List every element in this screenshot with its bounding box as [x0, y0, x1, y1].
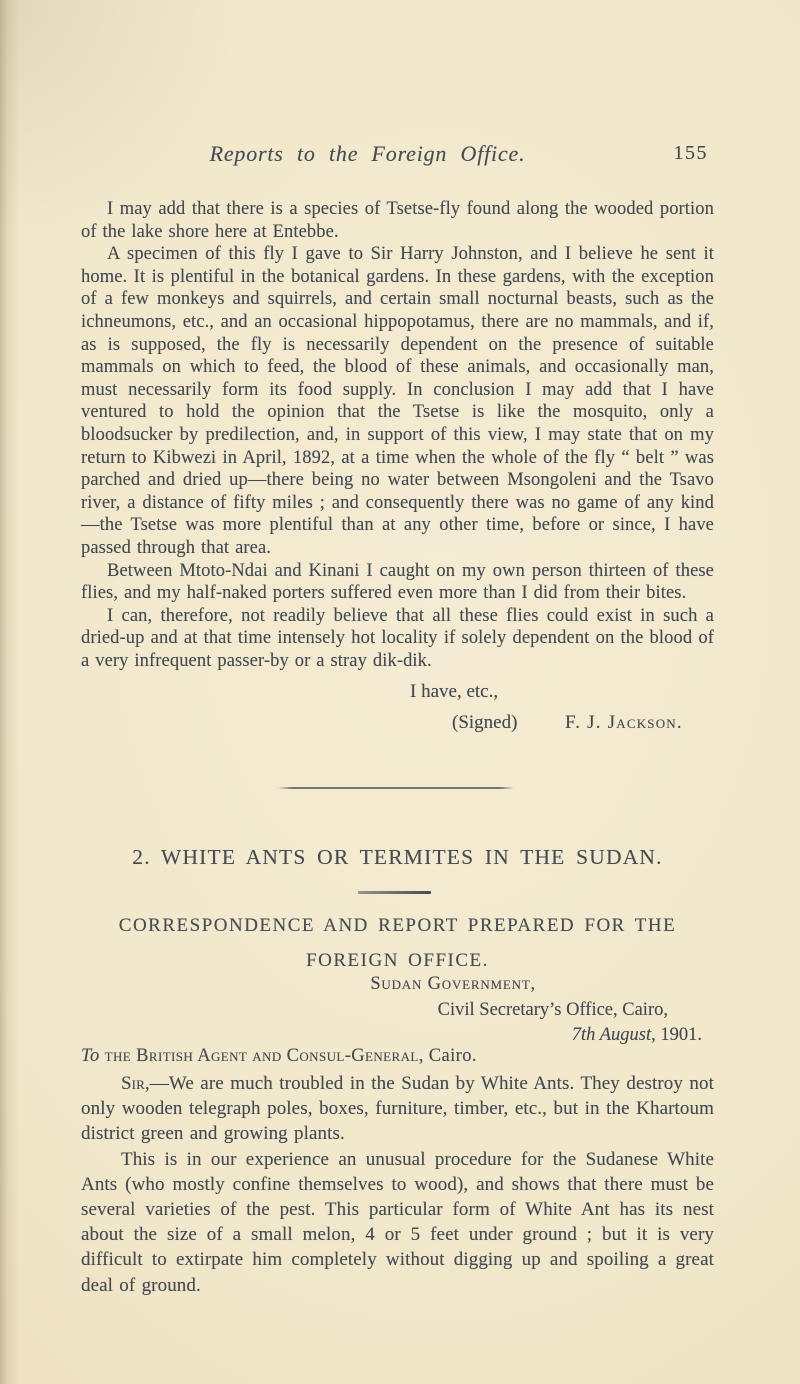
short-rule — [358, 891, 431, 894]
signature-name: F. J. Jackson. — [565, 712, 683, 733]
subtitle-line: FOREIGN OFFICE. — [306, 949, 489, 971]
paragraph-text: —We are much troubled in the Sudan by White Ants. They destroy not only wooden telegraph poles, boxes, furniture, timber, etc., but in the Khartoum district green and growing plants. — [81, 1073, 714, 1145]
running-head — [81, 141, 714, 171]
recipient-line — [81, 1046, 714, 1067]
letter-closing: I have, etc., — [410, 681, 499, 702]
paragraph — [81, 1071, 714, 1147]
paragraph: This is in our experience an unusual procedure for the Sudanese White Ants (who mostly confine themselves to wood), and shows that there must be several varieties of the pest. This particular form of White Ant has its nest about the size of a small melon, 4 or 5 feet under ground ; but it is very difficult to extirpate him completely without digging up and spoiling a great deal of ground. — [81, 1148, 714, 1296]
salutation-sir: Sir, — [121, 1073, 150, 1094]
letter-tsetse-fly-body — [81, 198, 714, 672]
paragraph: I can, therefore, not readily believe that all these flies could exist in such a dried-up and at that time intensely hot locality if solely dependent on the blood of a very infrequent passer-by or a stray dik-dik. — [81, 605, 714, 671]
sender-organisation: Sudan Government, — [370, 974, 536, 994]
sender-address-block — [81, 972, 714, 1049]
subtitle-line: CORRESPONDENCE AND REPORT PREPARED FOR THE — [118, 915, 677, 936]
letter-date-day-month: 7th August, — [571, 1025, 656, 1045]
letter-white-ants-body — [81, 1071, 714, 1298]
paragraph: I may add that there is a species of Tsetse-fly found along the wooded portion of the lake shore here at Entebbe. — [81, 199, 714, 242]
letter-date-year: 1901. — [660, 1025, 702, 1045]
page-number: 155 — [673, 142, 708, 164]
sender-office: Civil Secretary’s Office, Cairo, — [437, 999, 668, 1020]
signed-label: (Signed) — [452, 712, 518, 733]
paragraph: A specimen of this fly I gave to Sir Harry Johnston, and I believe he sent it home. It is plentiful in the botanical gardens. In these gardens, with the exception of a few monkeys and squirrels, and certain small nocturnal beasts, such as the ichneumons, etc., and an occasional hippopotamus, there are no mammals, and if, as is supposed, the fly is necessarily dependent on the presence of suitable mammals on which to feed, the blood of these animals, and occasionally man, must necessarily form its food supply. In conclusion I may add that I have ventured to hold the opinion that the Tsetse is like the mosquito, only a bloodsucker by predilection, and, in support of this view, I may state that on my return to Kibwezi in April, 1892, at a time when the whole of the fly “ belt ” was parched and dried up—there being no water between Msongoleni and the Tsavo river, a distance of fifty miles ; and consequently there was no game of any kind—the Tsetse was more plentiful than at any other time, before or since, I have passed through that area. — [81, 244, 714, 558]
section-subtitle — [81, 909, 714, 978]
recipient-name: the British Agent and Consul-General — [104, 1046, 419, 1066]
letter-date — [81, 1023, 702, 1049]
running-title: Reports to the Foreign Office. — [209, 141, 526, 166]
paragraph: Between Mtoto-Ndai and Kinani I caught on my own person thirteen of these flies, and my half-naked porters suffered even more than I did from their bites. — [81, 560, 714, 604]
recipient-to-word: To — [81, 1046, 100, 1066]
section-divider-rule — [278, 787, 514, 789]
recipient-place: , Cairo. — [418, 1046, 477, 1066]
section-heading: 2. WHITE ANTS OR TERMITES IN THE SUDAN. — [132, 845, 663, 869]
